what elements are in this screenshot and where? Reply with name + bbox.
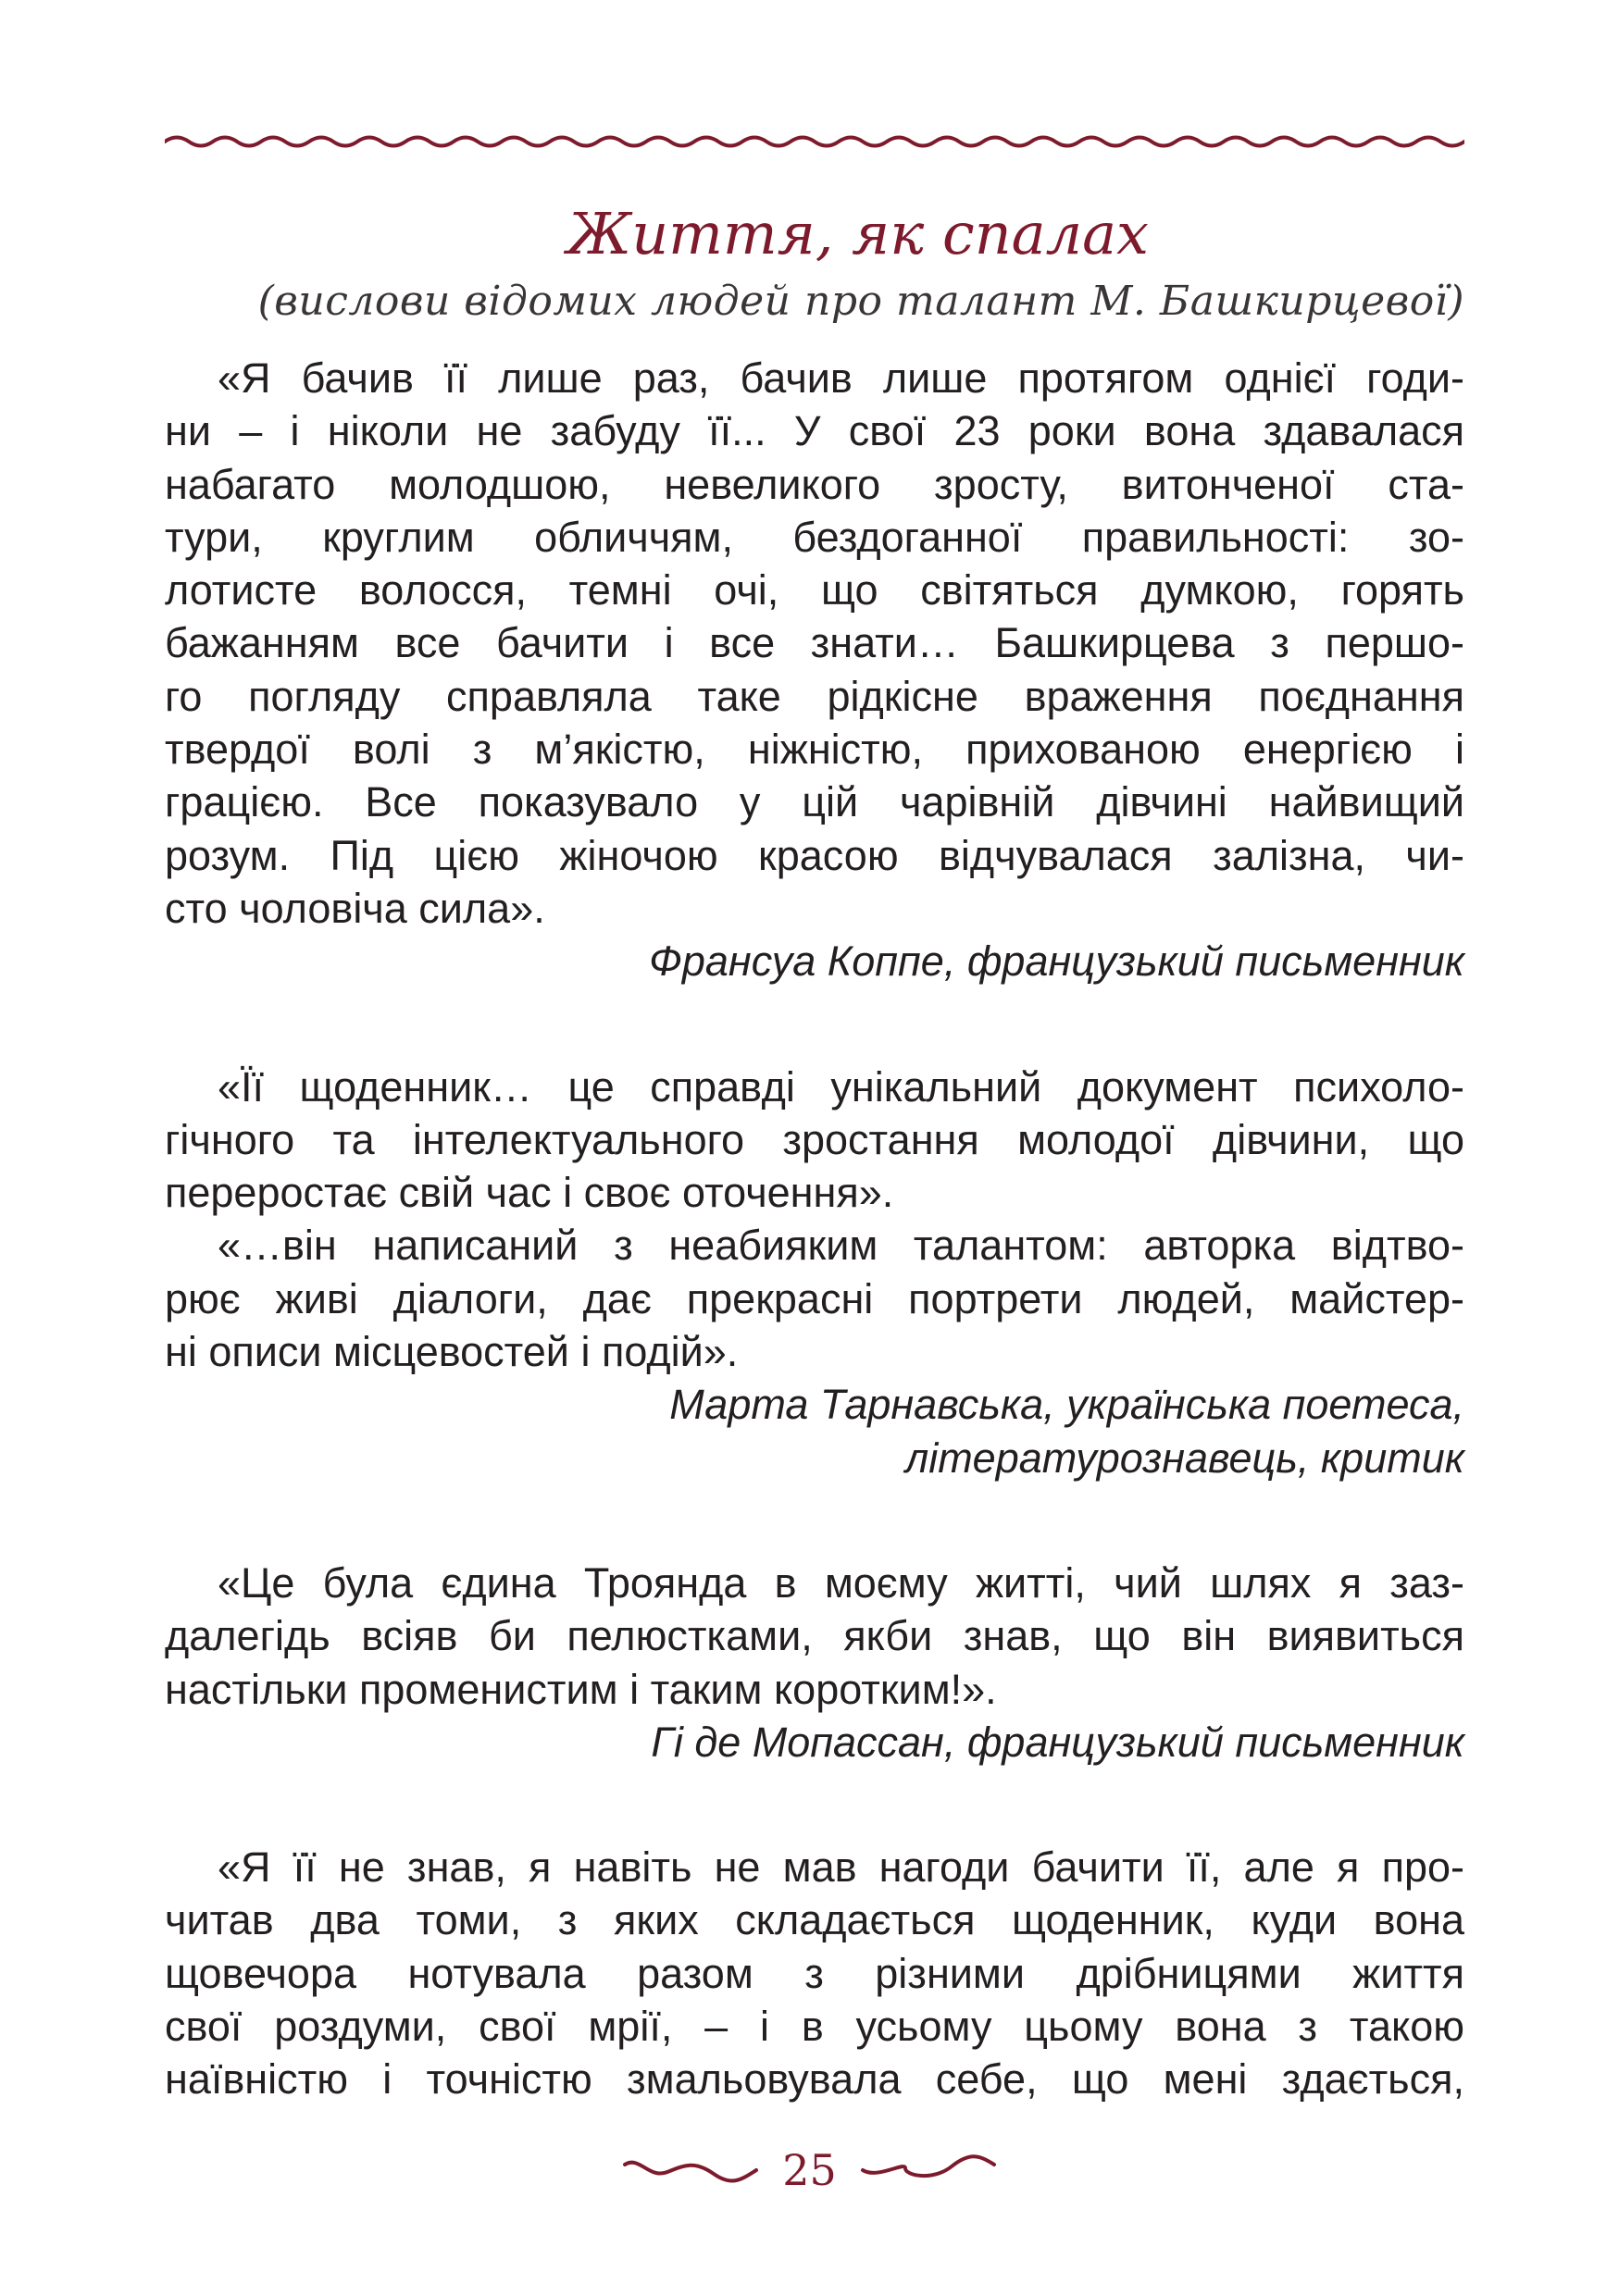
text-line: тури, круглим обличчям, бездоганної правильності: зо- (165, 513, 1464, 561)
quote-attribution (165, 1716, 1464, 1769)
attribution-line: Гі де Мопассан, французький письменник (651, 1718, 1464, 1766)
spacer (165, 1769, 1464, 1841)
text-line: «Її щоденник… це справді унікальний документ психоло- (218, 1062, 1464, 1111)
text-line: твердої волі з м’якістю, ніжністю, прихованою енергією і (165, 726, 1464, 774)
text-line: бажанням все бачити і все знати… Башкирцева з першо- (165, 619, 1464, 667)
page-subtitle: (вислови відомих людей про талант М. Башкирцевої) (257, 278, 1464, 325)
text-line: щовечора нотувала разом з різними дрібницями життя (165, 1949, 1464, 1997)
text-line: ни – і ніколи не забуду її... У свої 23 роки вона здавалася (165, 407, 1464, 455)
text-line: лотисте волосся, темні очі, що світяться думкою, горять (165, 566, 1464, 614)
text-line: грацією. Все показувало у цій чарівній дівчині найвищий (165, 778, 1464, 826)
text-line: далегідь всіяв би пелюстками, якби знав, що він виявиться (165, 1612, 1464, 1660)
quote-block-2 (165, 1061, 1464, 1484)
text-line: сто чоловіча сила». (165, 884, 545, 932)
text-line: свої роздуми, свої мрії, – і в усьому цьому вона з такою (165, 2003, 1464, 2051)
text-line: «Я її не знав, я навіть не мав нагоди бачити її, але я про- (218, 1843, 1464, 1892)
wavy-divider-ornament (165, 118, 1464, 165)
page-number: 25 (782, 2145, 837, 2195)
quote-block-3 (165, 1557, 1464, 1769)
text-line: «Я бачив її лише раз, бачив лише протягом однієї годи- (218, 354, 1464, 402)
text-line: читав два томи, з яких складається щоденник, куди вона (165, 1896, 1464, 1944)
attribution-line: Марта Тарнавська, українська поетеса, (669, 1381, 1464, 1429)
text-line: ні описи місцевостей і подій». (165, 1328, 739, 1376)
quote-block-4 (165, 1841, 1464, 2105)
text-line: «Це була єдина Троянда в моєму житті, чий шлях я заз- (218, 1558, 1464, 1607)
text-line: наївністю і точністю змальовувала себе, що мені здається, (165, 2055, 1464, 2104)
attribution-line: Франсуа Коппе, французький письменник (649, 937, 1464, 986)
text-line: розум. Під цією жіночою красою відчувалася залізна, чи- (165, 831, 1464, 879)
quote-block-1 (165, 352, 1464, 988)
attribution-line: літературознавець, критик (904, 1433, 1464, 1482)
text-line: «…він написаний з неабияким талантом: авторка відтво- (218, 1222, 1464, 1270)
page-footer (0, 2145, 1619, 2210)
text-line: настільки променистим і таким коротким!». (165, 1665, 997, 1713)
text-line: гічного та інтелектуального зростання молодої дівчини, що (165, 1115, 1464, 1163)
right-flourish-icon (859, 2152, 998, 2189)
spacer (165, 1484, 1464, 1557)
text-line: набагато молодшою, невеликого зросту, витонченої ста- (165, 460, 1464, 508)
quote-attribution (165, 935, 1464, 987)
quote-attribution (165, 1378, 1464, 1484)
text-line: рює живі діалоги, дає прекрасні портрети людей, майстер- (165, 1274, 1464, 1322)
left-flourish-icon (621, 2152, 760, 2189)
text-line: переростає свій час і своє оточення». (165, 1169, 894, 1217)
text-line: го погляду справляла таке рідкісне враження поєднання (165, 672, 1464, 720)
spacer (165, 988, 1464, 1061)
quotes-body (165, 352, 1464, 2106)
page-title: Життя, як спалах (567, 200, 1149, 267)
